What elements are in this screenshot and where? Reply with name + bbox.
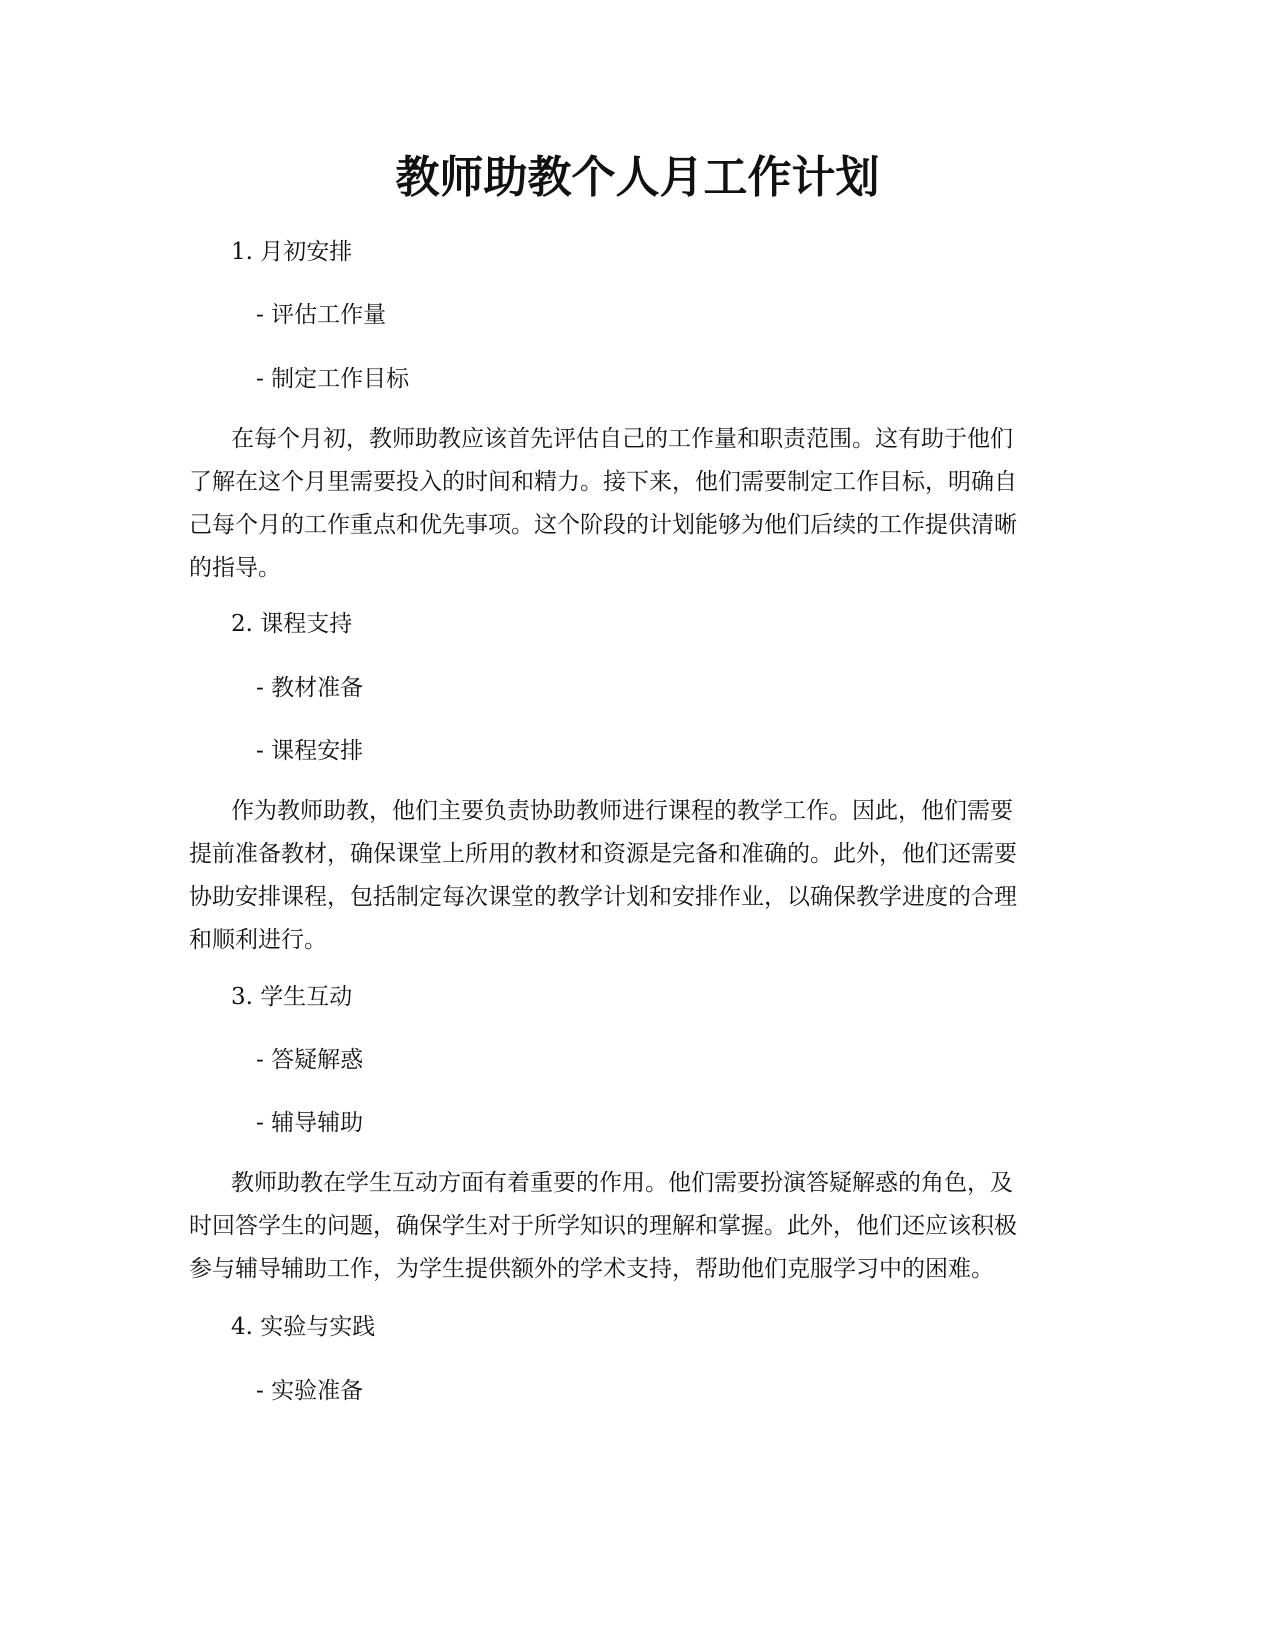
section-heading: 3. 学生互动 — [231, 984, 353, 1010]
section-heading: 1. 月初安排 — [231, 239, 353, 265]
paragraph-line: 提前准备教材，确保课堂上所用的教材和资源是完备和准确的。此外，他们还需要 — [189, 841, 1017, 867]
bullet-item: - 实验准备 — [256, 1378, 364, 1404]
paragraph-line: 了解在这个月里需要投入的时间和精力。接下来，他们需要制定工作目标，明确自 — [189, 469, 1017, 495]
paragraph-line: 时回答学生的问题，确保学生对于所学知识的理解和掌握。此外，他们还应该积极 — [189, 1213, 1017, 1239]
section-heading: 2. 课程支持 — [231, 611, 353, 637]
paragraph-line: 教师助教在学生互动方面有着重要的作用。他们需要扮演答疑解惑的角色，及 — [231, 1170, 1013, 1196]
bullet-item: - 制定工作目标 — [256, 366, 410, 392]
bullet-item: - 辅导辅助 — [256, 1110, 364, 1136]
body-paragraph — [189, 418, 1089, 590]
bullet-item: - 课程安排 — [256, 738, 364, 764]
page-title: 教师助教个人月工作计划 — [395, 152, 880, 203]
paragraph-line: 作为教师助教，他们主要负责协助教师进行课程的教学工作。因此，他们需要 — [231, 798, 1013, 824]
bullet-item: - 教材准备 — [256, 675, 364, 701]
body-paragraph — [189, 790, 1089, 962]
paragraph-line: 在每个月初，教师助教应该首先评估自己的工作量和职责范围。这有助于他们 — [231, 426, 1013, 452]
paragraph-line: 协助安排课程，包括制定每次课堂的教学计划和安排作业，以确保教学进度的合理 — [189, 884, 1017, 910]
bullet-item: - 答疑解惑 — [256, 1047, 364, 1073]
section-heading: 4. 实验与实践 — [231, 1314, 376, 1340]
paragraph-line: 和顺利进行。 — [189, 927, 327, 953]
body-paragraph — [189, 1162, 1089, 1291]
bullet-item: - 评估工作量 — [256, 302, 387, 328]
paragraph-line: 参与辅导辅助工作，为学生提供额外的学术支持，帮助他们克服学习中的困难。 — [189, 1256, 994, 1282]
paragraph-line: 己每个月的工作重点和优先事项。这个阶段的计划能够为他们后续的工作提供清晰 — [189, 512, 1017, 538]
paragraph-line: 的指导。 — [189, 555, 281, 581]
